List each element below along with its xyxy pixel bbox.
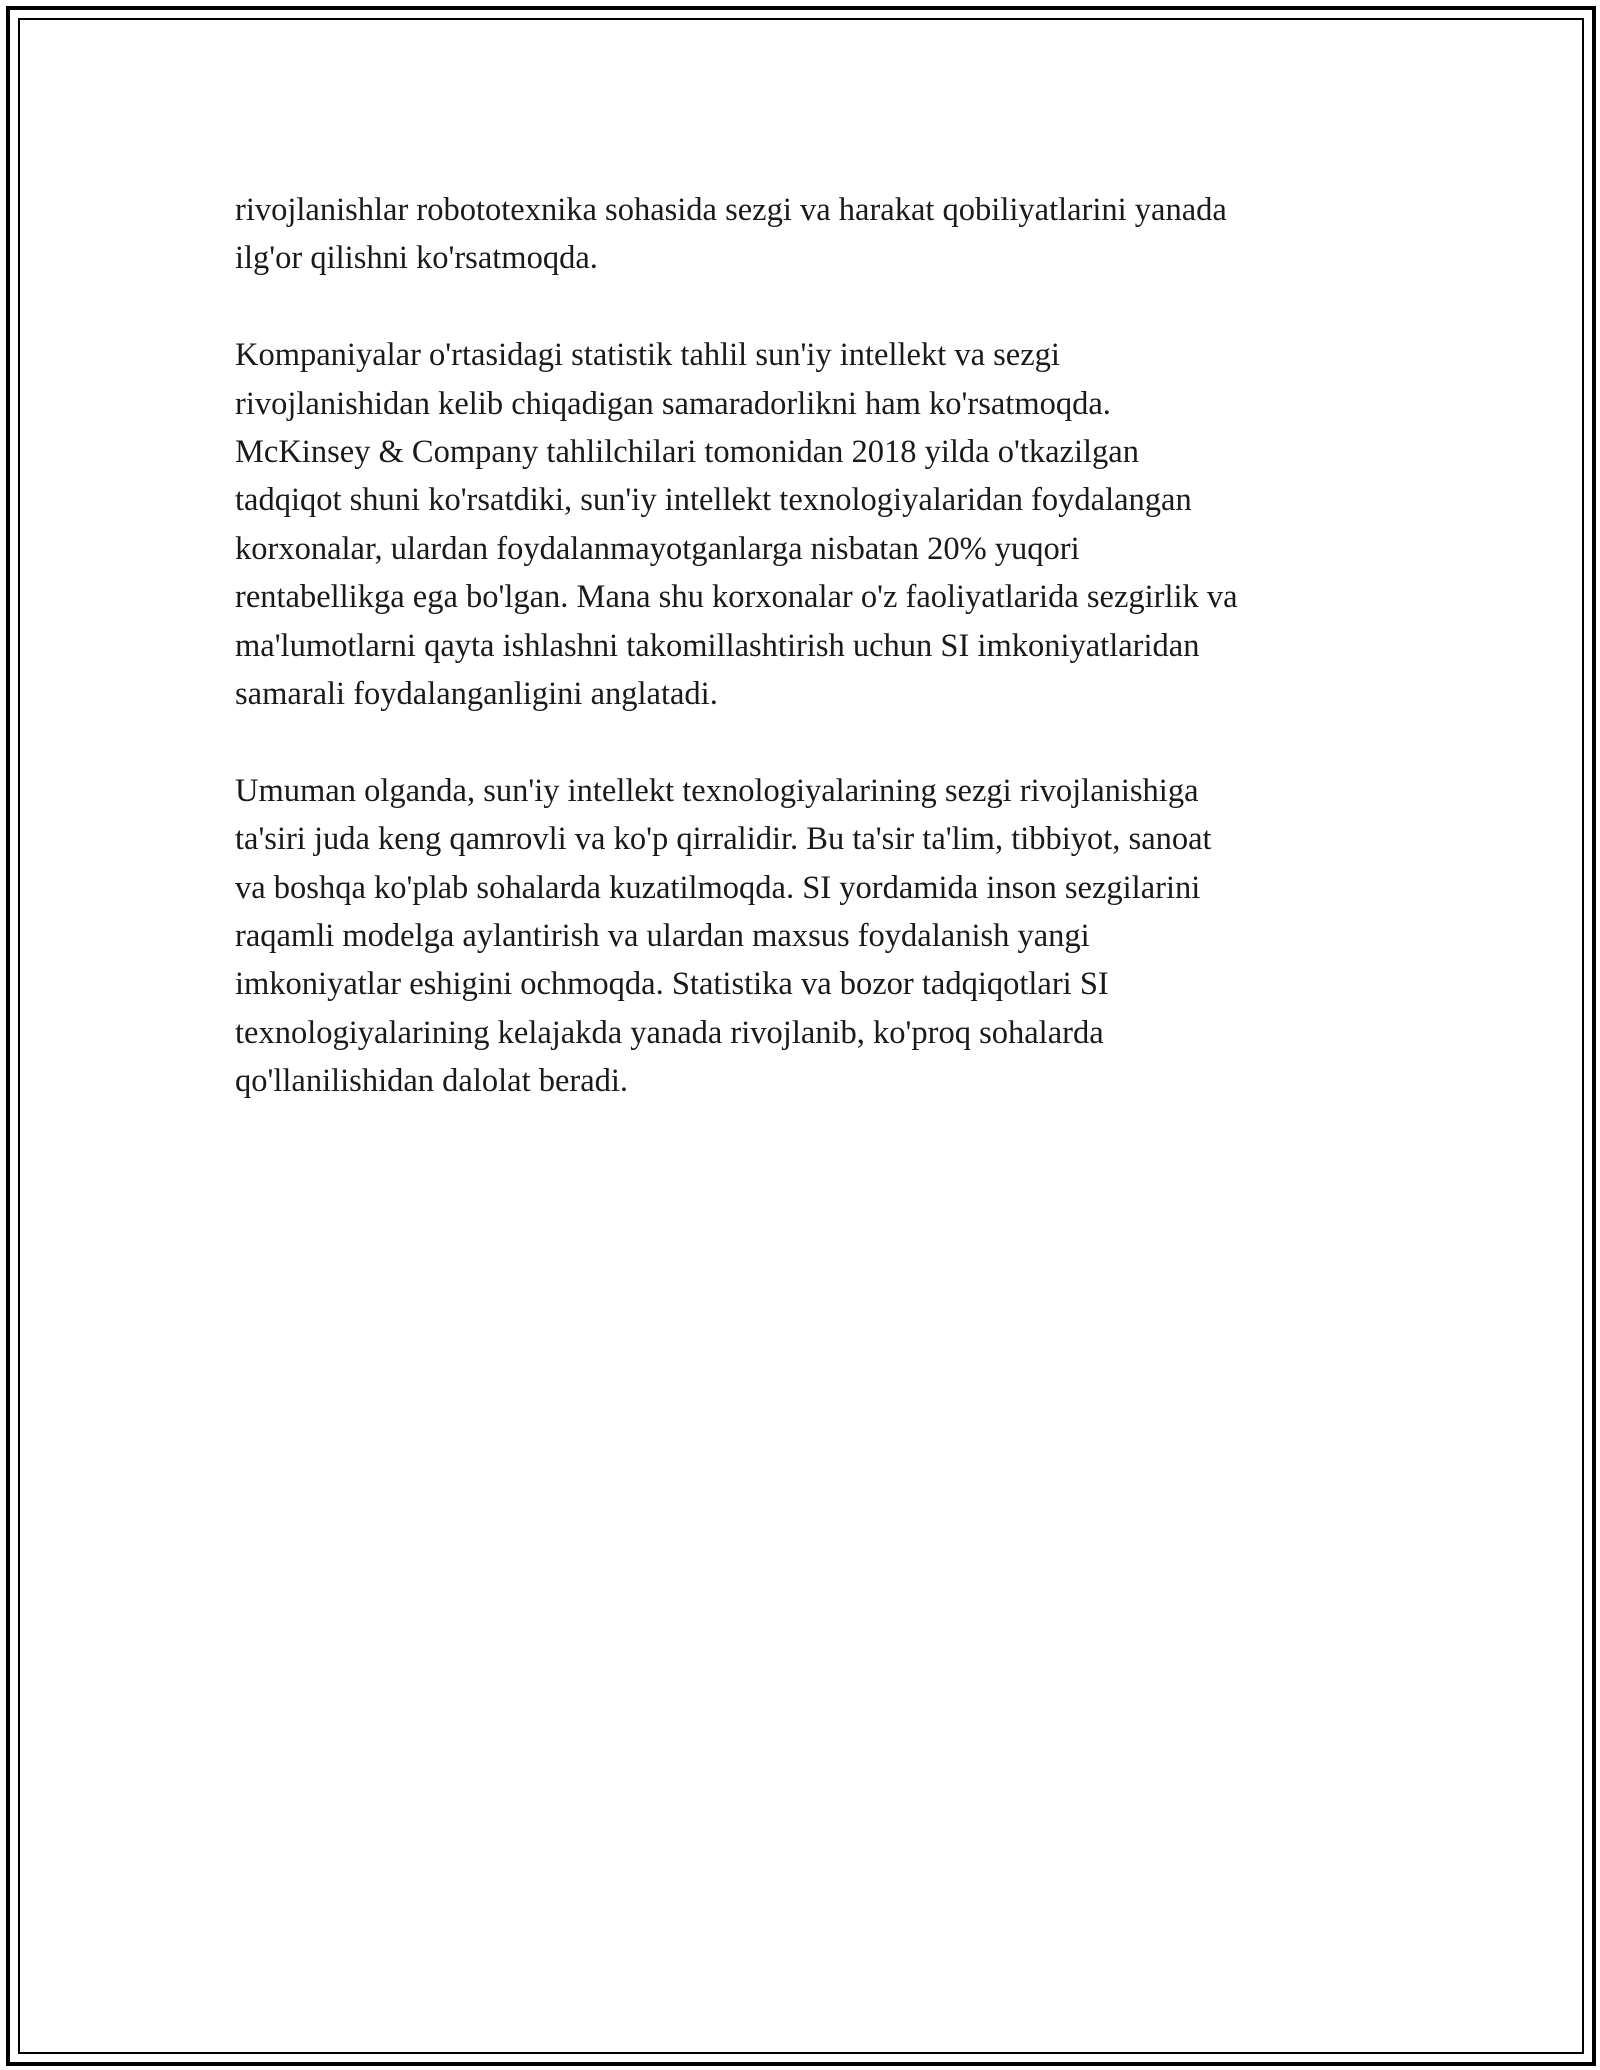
text-line: va boshqa ko'plab sohalarda kuzatilmoqda. SI yordamida inson sezgilarini	[235, 869, 1201, 906]
paragraph-1	[235, 186, 1375, 283]
text-line: ilg'or qilishni ko'rsatmoqda.	[235, 240, 598, 277]
text-line: McKinsey & Company tahlilchilari tomonidan 2018 yilda o'tkazilgan	[235, 434, 1139, 471]
text-line: rivojlanishlar robototexnika sohasida sezgi va harakat qobiliyatlarini yanada	[235, 192, 1227, 228]
text-line: ta'siri juda keng qamrovli va ko'p qirralidir. Bu ta'sir ta'lim, tibbiyot, sanoat	[235, 821, 1212, 858]
text-line: ma'lumotlarni qayta ishlashni takomillashtirish uchun SI imkoniyatlaridan	[235, 627, 1200, 664]
text-line: samarali foydalanganligini anglatadi.	[235, 676, 718, 713]
text-line: rentabellikga ega bo'lgan. Mana shu korxonalar o'z faoliyatlarida sezgirlik va	[235, 579, 1238, 616]
text-line: texnologiyalarining kelajakda yanada rivojlanib, ko'proq sohalarda	[235, 1014, 1104, 1051]
paragraph-2	[235, 331, 1375, 718]
text-line: Umuman olganda, sun'iy intellekt texnologiyalarining sezgi rivojlanishiga	[235, 772, 1199, 809]
text-line: tadqiqot shuni ko'rsatdiki, sun'iy intellekt texnologiyalaridan foydalangan	[235, 482, 1192, 519]
paragraph-3	[235, 767, 1375, 1106]
text-line: qo'llanilishidan dalolat beradi.	[235, 1063, 629, 1100]
text-line: raqamli modelga aylantirish va ulardan maxsus foydalanish yangi	[235, 918, 1090, 955]
text-line: Kompaniyalar o'rtasidagi statistik tahlil sun'iy intellekt va sezgi	[235, 337, 1060, 374]
document-body	[235, 186, 1375, 1154]
text-line: korxonalar, ulardan foydalanmayotganlarga nisbatan 20% yuqori	[235, 530, 1080, 567]
text-line: imkoniyatlar eshigini ochmoqda. Statistika va bozor tadqiqotlari SI	[235, 966, 1109, 1003]
text-line: rivojlanishidan kelib chiqadigan samaradorlikni ham ko'rsatmoqda.	[235, 385, 1111, 422]
